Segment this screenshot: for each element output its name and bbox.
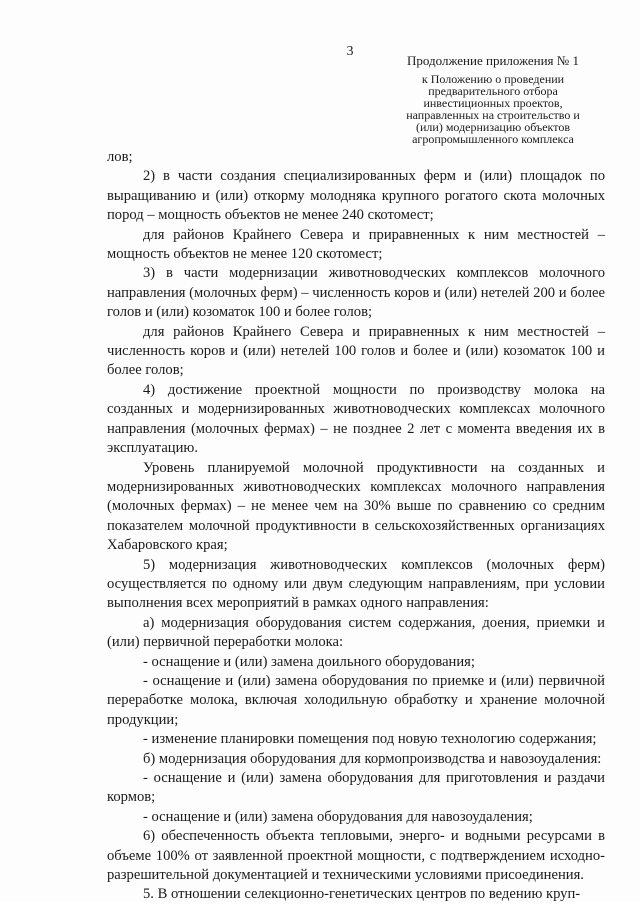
paragraph: для районов Крайнего Севера и приравненных к ним местностей – численность коров и (или) нетелей 100 голов и более и (или) козоматок 100 и более голов; (107, 323, 605, 379)
paragraph: Уровень планируемой молочной продуктивности на созданных и модернизированных животноводческих комплексах молочного направления (молочных фермах) – не менее чем на 30% выше по сравнению со средним показателем молочной продуктивности в сельскохозяйственных организациях Хабаровского края; (107, 459, 605, 554)
appendix-line: агропромышленного комплекса (412, 132, 574, 146)
appendix-line: предварительного отбора (428, 84, 558, 98)
paragraph: для районов Крайнего Севера и приравненных к ним местностей – мощность объектов не менее 120 скотомест; (107, 226, 605, 263)
appendix-header (388, 55, 598, 145)
appendix-line: инвестиционных проектов, (423, 96, 563, 110)
paragraph: а) модернизация оборудования систем содержания, доения, приемки и (или) первичной переработки молока: (107, 614, 605, 651)
paragraph: 6) обеспеченность объекта тепловыми, энерго- и водными ресурсами в объеме 100% от заявленной проектной мощности, с подтверждением исходно-разрешительной документацией и техническими условиями присоединения. (107, 828, 605, 884)
appendix-line: к Положению о проведении (421, 72, 565, 86)
paragraph: 4) достижение проектной мощности по производству молока на созданных и модернизированных животноводческих комплексах молочного направления (молочных фермах) – не позднее 2 лет с момента введения их в эксплуатацию. (107, 381, 605, 457)
appendix-title: Продолжение приложения № 1 (407, 53, 579, 68)
list-item: - оснащение и (или) замена оборудования для навозоудаления; (143, 808, 533, 825)
paragraph: 2) в части создания специализированных ферм и (или) площадок по выращиванию и (или) откорму молодняка крупного рогатого скота молочных пород – мощность объектов не менее 240 скотомест; (107, 168, 605, 224)
paragraph: 5. В отношении селекционно-генетических центров по ведению круп- (143, 886, 581, 903)
list-item: - оснащение и (или) замена оборудования по приемке и (или) первичной переработке молока, включая холодильную обработку и хранение молочной продукции; (107, 672, 605, 728)
list-item: - оснащение и (или) замена доильного оборудования; (143, 653, 475, 670)
paragraph: б) модернизация оборудования для кормопроизводства и навозоудаления: (143, 750, 602, 767)
document-body (107, 148, 605, 905)
list-item: - оснащение и (или) замена оборудования для приготовления и раздачи кормов; (107, 770, 605, 806)
paragraph: 5) модернизация животноводческих комплексов (молочных ферм) осуществляется по одному или двум следующим направлениям, при условии выполнения всех мероприятий в рамках одного направления: (107, 556, 605, 612)
paragraph: 3) в части модернизации животноводческих комплексов молочного направления (молочных ферм) – численность коров и (или) нетелей 200 и более голов и (или) козоматок 100 и более голов; (107, 265, 605, 321)
appendix-line: направленных на строительство и (406, 108, 580, 122)
appendix-line: (или) модернизацию объектов (416, 120, 570, 134)
paragraph: лов; (107, 149, 133, 165)
list-item: - изменение планировки помещения под новую технологию содержания; (143, 731, 597, 748)
page-number: 3 (346, 44, 354, 59)
